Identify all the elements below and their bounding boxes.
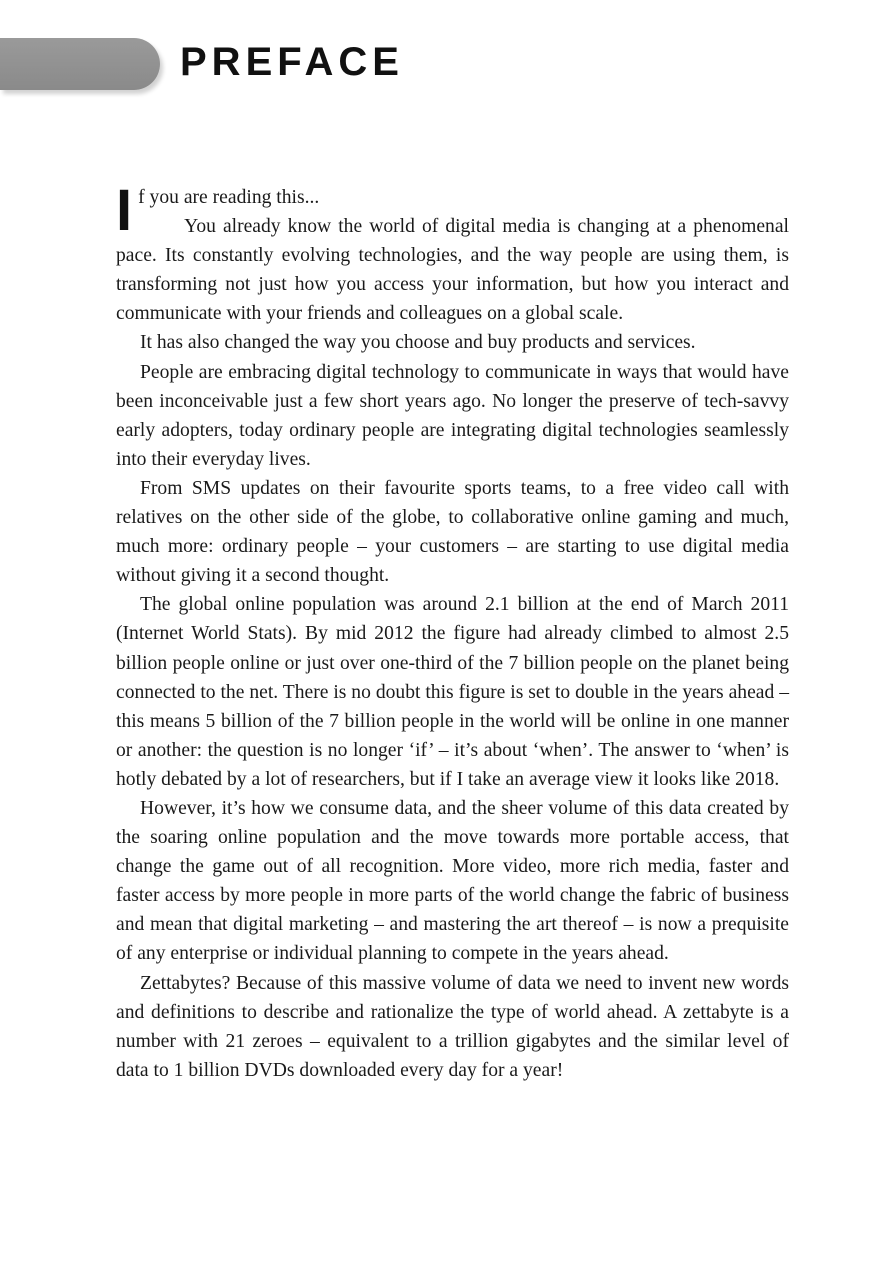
drop-cap: I xyxy=(116,178,133,243)
header-tab-decoration xyxy=(0,38,160,90)
paragraph: From SMS updates on their favourite sports teams, to a free video call with relatives on the other side of the globe, to collaborative online gaming and much, much more: ordinary people – your customers – are starting to use digital media without giving it a second thought. xyxy=(116,477,789,587)
paragraph: However, it’s how we consume data, and the sheer volume of this data created by the soaring online population and the move towards more portable access, that change the game out of all recognition. More video, more rich media, faster and faster access by more people in more parts of the world change the fabric of business and mean that digital marketing – and mastering the art thereof – is now a prequisite of any enterprise or individual planning to compete in the years ahead. xyxy=(116,797,789,965)
paragraph: It has also changed the way you choose and buy products and services. xyxy=(140,332,696,354)
page-title: PREFACE xyxy=(180,40,404,84)
paragraph: Zettabytes? Because of this massive volume of data we need to invent new words and definitions to describe and rationalize the type of world ahead. A zettabyte is a number with 21 zeroes – equivalent to a trillion gigabytes and the similar level of data to 1 billion DVDs downloaded every day for a year! xyxy=(116,972,789,1081)
paragraph: The global online population was around 2.1 billion at the end of March 2011 (Internet World Stats). By mid 2012 the figure had already climbed to almost 2.5 billion people online or just over one-third of the 7 billion people on the planet being connected to the net. There is no doubt this figure is set to double in the years ahead – this means 5 billion of the 7 billion people in the world will be online in one manner or another: the question is no longer ‘if’ – it’s about ‘when’. The answer to ‘when’ is hotly debated by a lot of researchers, but if I take an average view it looks like 2018. xyxy=(116,594,789,790)
opening-text: f you are reading this... xyxy=(138,187,320,208)
paragraph: People are embracing digital technology to communicate in ways that would have been inconceivable just a few short years ago. No longer the preserve of tech-savvy early adopters, today ordinary people are integrating digital technologies seamlessly into their everyday lives. xyxy=(116,361,789,470)
paragraph: You already know the world of digital media is changing at a phenomenal pace. Its constantly evolving technologies, and the way people are using them, is transforming not just how you access your information, but how you interact and communicate with your friends and colleagues on a global scale. xyxy=(116,216,789,325)
body-text xyxy=(116,178,789,1085)
opening-line xyxy=(116,178,789,243)
